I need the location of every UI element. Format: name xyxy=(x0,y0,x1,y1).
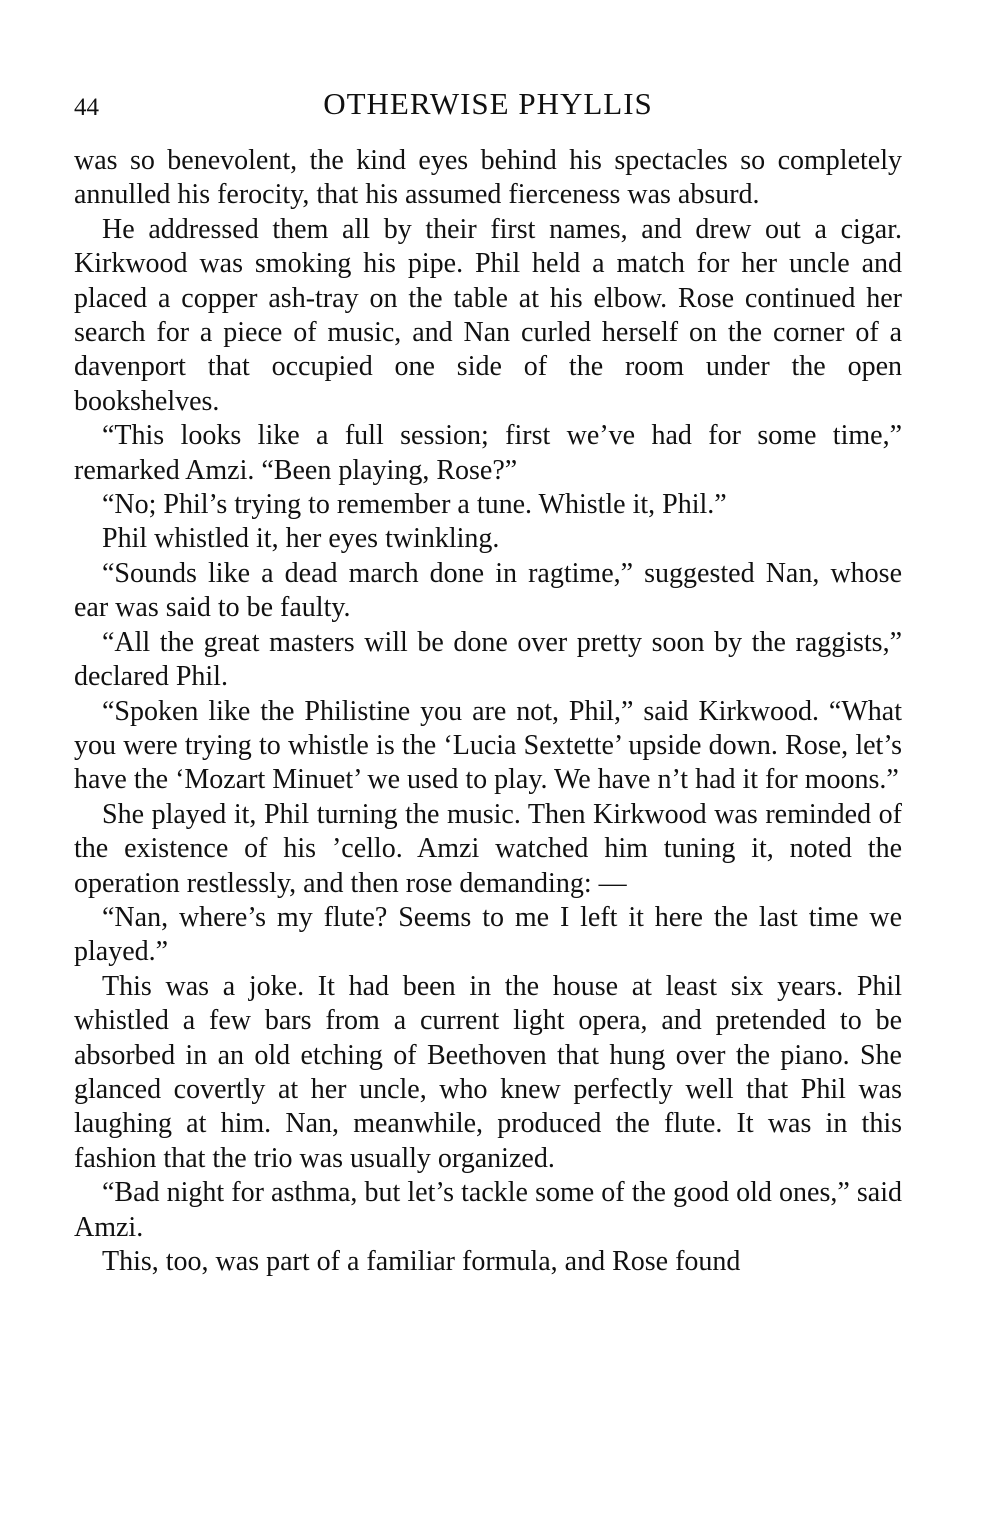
paragraph: This was a joke. It had been in the house at least six years. Phil whistled a few bars from a current light opera, and pretended to be absorbed in an old etching of Beethoven that hung over the piano. She glanced covertly at her uncle, who knew perfectly well that Phil was laughing at him. Nan, meanwhile, produced the flute. It was in this fashion that the trio was usually organized. xyxy=(74,970,902,1174)
paragraph: He addressed them all by their first names, and drew out a cigar. Kirkwood was smoking his pipe. Phil held a match for her uncle and placed a copper ash-tray on the table at his elbow. Rose continued her search for a piece of music, and Nan curled herself on the corner of a davenport that occupied one side of the room under the open bookshelves. xyxy=(74,213,902,417)
paragraph: “All the great masters will be done over pretty soon by the raggists,” declared Phil. xyxy=(74,626,902,693)
paragraph: was so benevolent, the kind eyes behind his spectacles so completely annulled his ferocity, that his assumed fierceness was absurd. xyxy=(74,145,902,211)
paragraph: “Nan, where’s my flute? Seems to me I left it here the last time we played.” xyxy=(74,901,902,968)
paragraph: She played it, Phil turning the music. Then Kirkwood was reminded of the existence of his ’cello. Amzi watched him tuning it, noted the operation restlessly, and then rose demanding: — xyxy=(74,798,902,899)
running-title: OTHERWISE PHYLLIS xyxy=(323,86,653,121)
paragraph: “Sounds like a dead march done in ragtime,” suggested Nan, whose ear was said to be faulty. xyxy=(74,557,902,624)
paragraph: “No; Phil’s trying to remember a tune. Whistle it, Phil.” xyxy=(102,489,727,521)
paragraph: “This looks like a full session; first we’ve had for some time,” remarked Amzi. “Been playing, Rose?” xyxy=(74,420,902,486)
page-number: 44 xyxy=(74,94,99,121)
paragraph: “Bad night for asthma, but let’s tackle some of the good old ones,” said Amzi. xyxy=(74,1177,902,1243)
paragraph: This, too, was part of a familiar formula, and Rose found xyxy=(102,1246,741,1277)
page-header xyxy=(74,86,902,126)
body-text xyxy=(74,144,902,1279)
paragraph: “Spoken like the Philistine you are not, Phil,” said Kirkwood. “What you were trying to whistle is the ‘Lucia Sextette’ upside down. Rose, let’s have the ‘Mozart Minuet’ we used to play. We have n’t had it for moons.” xyxy=(74,695,902,796)
paragraph: Phil whistled it, her eyes twinkling. xyxy=(102,523,500,555)
